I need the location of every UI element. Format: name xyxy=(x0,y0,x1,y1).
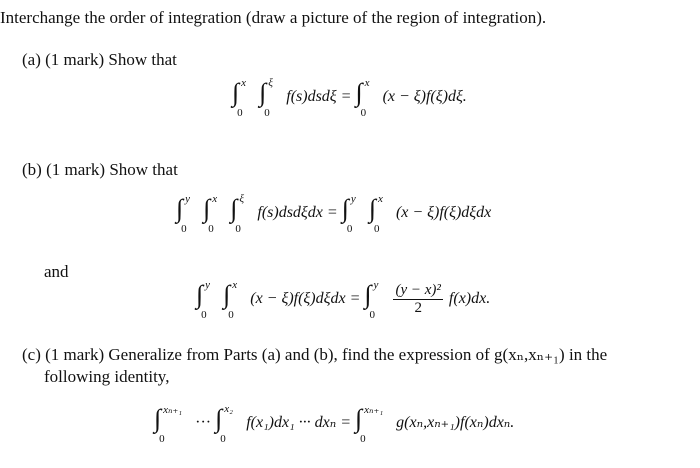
part-b-equation-2: ∫ y 0 ∫ x 0 (x − ξ)f(ξ)dξdx = ∫ y 0 $\frac{\text{(y − x)²}}{2}$ f(x)dx. xyxy=(196,279,491,322)
part-a-label: (a) (1 mark) Show that xyxy=(22,50,177,69)
part-b-eq1-lhs: f(s)dsdξdx = xyxy=(257,204,338,221)
part-c-label-line2: following identity, xyxy=(44,367,170,386)
part-b-equation-1: ∫ y 0 ∫ x 0 ∫ ξ 0 f(s)dsdξdx = ∫ y 0 ∫ x 0 (x − ξ)f(ξ)dξdx xyxy=(176,193,492,236)
part-b-eq2-tail: f(x)dx. xyxy=(448,290,491,307)
part-a-rhs: (x − ξ)f(ξ)dξ. xyxy=(382,88,467,105)
part-c-lhs: f(x₁)dx₁ ··· dxₙ = xyxy=(246,414,352,431)
part-a-lhs: f(s)dsdξ = xyxy=(286,88,352,105)
intro-text: Interchange the order of integration (draw a picture of the region of integration). xyxy=(0,8,547,27)
and-word: and xyxy=(44,262,69,281)
integral-sign: ∫ xyxy=(259,78,267,107)
part-b-eq2-lhs: (x − ξ)f(ξ)dξdx = xyxy=(250,290,361,307)
part-c-equation: ∫ xₙ₊₁ 0 ··· ∫ x₂ 0 f(x₁)dx₁ ··· dxₙ = ∫ xₙ₊₁ 0 g(xₙ,xₙ₊₁)f(xₙ)dxₙ. xyxy=(154,403,515,446)
part-a-equation: ∫ x 0 ∫ ξ 0 f(s)dsdξ = ∫ x 0 (x − ξ)f(ξ)dξ. xyxy=(232,77,467,120)
part-c-rhs: g(xₙ,xₙ₊₁)f(xₙ)dxₙ. xyxy=(396,414,515,431)
integral-sign: ∫ xyxy=(355,78,363,107)
part-b-eq1-rhs: (x − ξ)f(ξ)dξdx xyxy=(395,204,492,221)
part-b-label: (b) (1 mark) Show that xyxy=(22,160,178,179)
fraction: $\frac{\text{(y − x)²}}{2}$ xyxy=(395,281,441,316)
part-c-label-line1: (c) (1 mark) Generalize from Parts (a) and (b), find the expression of g(xₙ,xₙ₊₁) in the xyxy=(22,345,608,364)
dots: ··· xyxy=(195,414,212,431)
integral-sign: ∫ xyxy=(232,78,240,107)
